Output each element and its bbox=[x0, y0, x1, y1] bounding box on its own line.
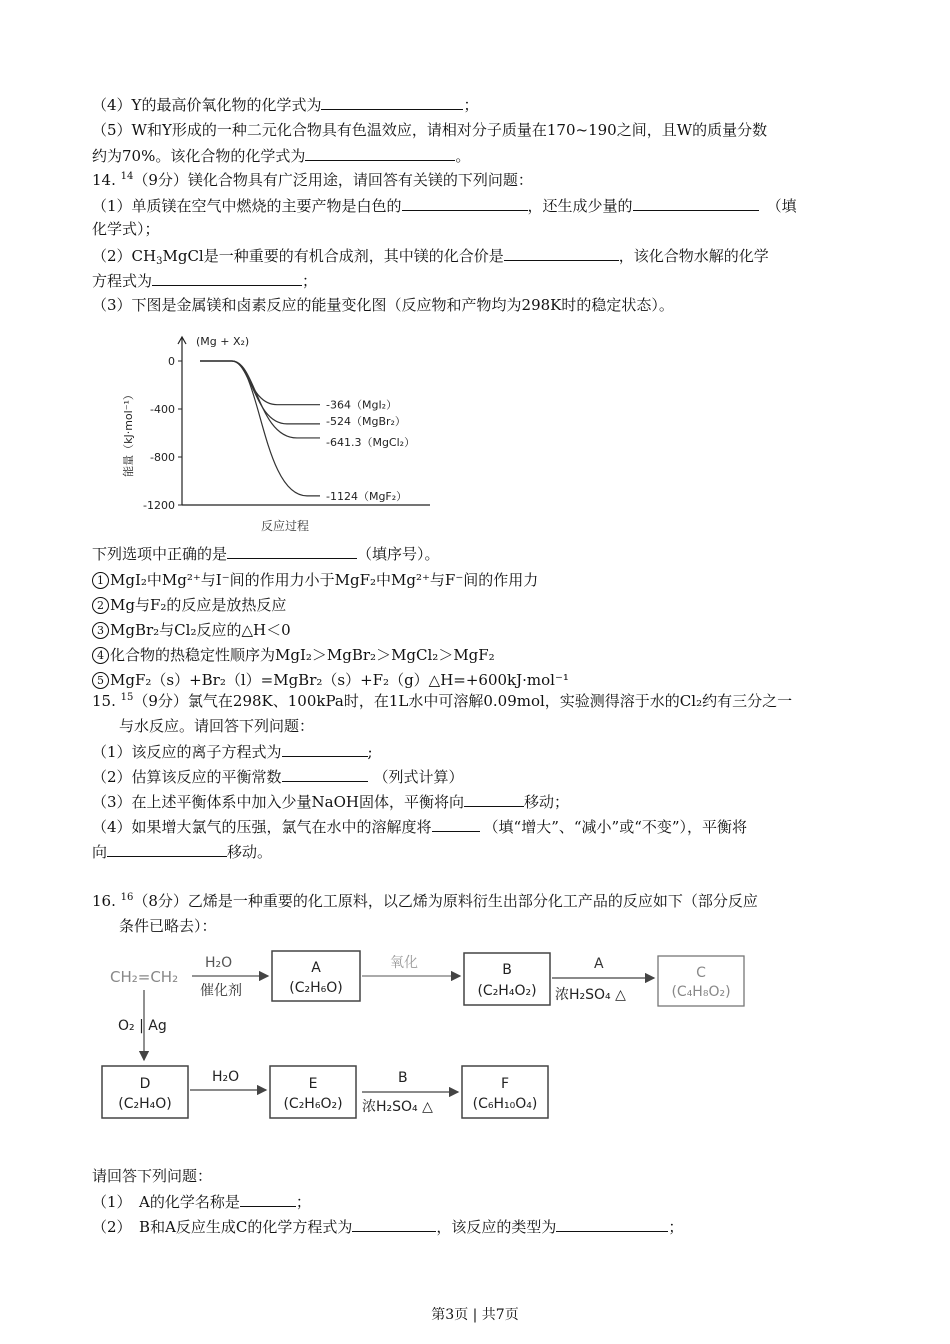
answer-blank[interactable] bbox=[556, 1216, 668, 1232]
question-sup: 15 bbox=[120, 692, 134, 703]
answer-blank[interactable] bbox=[282, 766, 368, 782]
q15-part2-end: （列式计算） bbox=[373, 768, 464, 786]
answer-blank[interactable] bbox=[321, 94, 463, 110]
q16-intro bbox=[92, 891, 758, 911]
q13-part5-text: 约为70%。该化合物的化学式为 bbox=[92, 147, 306, 165]
q15-part4-line2-text: 向 bbox=[92, 843, 108, 861]
option-3 bbox=[92, 620, 291, 640]
q14-part2-text: （2）CH bbox=[92, 247, 157, 265]
q15-part3 bbox=[92, 791, 569, 812]
q16-part1-end: ； bbox=[295, 1193, 311, 1211]
q14-select-text: 下列选项中正确的是 bbox=[92, 545, 228, 563]
energy-curve-1 bbox=[232, 361, 320, 405]
y-axis-label: 能量（kJ·mol⁻¹） bbox=[122, 389, 135, 477]
q15-part2 bbox=[92, 766, 464, 787]
q14-part1-line2: 化学式）； bbox=[92, 220, 160, 238]
x-axis-label: 反应过程 bbox=[260, 519, 310, 533]
answer-blank[interactable] bbox=[432, 816, 480, 832]
q15-part4-line2-end: 移动。 bbox=[227, 843, 273, 861]
chart-ticks bbox=[143, 355, 182, 512]
option-number: 1 bbox=[92, 572, 109, 589]
arrow-1-top: H₂O bbox=[205, 955, 233, 971]
q15-part3-text: （3）在上述平衡体系中加入少量NaOH固体，平衡将向 bbox=[92, 793, 464, 811]
arrow-5-bottom: 浓H₂SO₄ △ bbox=[362, 1099, 433, 1115]
box-e-formula: (C₂H₆O₂) bbox=[283, 1096, 343, 1112]
curve-label-2: -524（MgBr₂） bbox=[326, 414, 406, 428]
q14-select bbox=[92, 543, 440, 564]
box-a-name: A bbox=[311, 960, 321, 976]
subscript: 3 bbox=[156, 256, 163, 267]
q15-part1-text: （1）该反应的离子方程式为 bbox=[92, 743, 282, 761]
arrow-3-bottom: 浓H₂SO₄ △ bbox=[555, 987, 626, 1003]
q14-part2-line2 bbox=[92, 270, 317, 291]
q16-part2-end: ； bbox=[668, 1218, 684, 1236]
option-text: Mg与F₂的反应是放热反应 bbox=[110, 596, 287, 614]
arrow-5-top: B bbox=[398, 1070, 408, 1086]
q14-part1-mid: ，还生成少量的 bbox=[527, 197, 633, 215]
q14-part2-mid: MgCl是一种重要的有机合成剂，其中镁的化合价是 bbox=[162, 247, 504, 265]
q15-intro bbox=[92, 691, 792, 711]
option-number: 5 bbox=[92, 672, 109, 689]
option-text: 化合物的热稳定性顺序为MgI₂＞MgBr₂＞MgCl₂＞MgF₂ bbox=[110, 646, 495, 664]
q14-part2-line2-text: 方程式为 bbox=[92, 272, 153, 290]
q14-part2-end: ，该化合物水解的化学 bbox=[618, 247, 769, 265]
box-d-formula: (C₂H₄O) bbox=[118, 1096, 172, 1112]
q16-part2 bbox=[92, 1216, 683, 1237]
q14-intro-text: （9分）镁化合物具有广泛用途，请回答有关镁的下列问题： bbox=[133, 171, 533, 189]
question-sup: 14 bbox=[120, 171, 134, 182]
q14-select-end: （填序号）。 bbox=[357, 545, 440, 563]
chart-curves bbox=[200, 361, 320, 496]
arrow-3-top: A bbox=[594, 956, 604, 972]
answer-blank[interactable] bbox=[107, 841, 227, 857]
energy-chart bbox=[110, 325, 440, 537]
q15-part4-end: （填“增大”、“减小”或“不变”），平衡将 bbox=[483, 818, 748, 836]
option-number: 3 bbox=[92, 622, 109, 639]
box-e-name: E bbox=[308, 1076, 318, 1092]
option-4 bbox=[92, 645, 495, 665]
q13-part4-end: ； bbox=[463, 96, 479, 114]
answer-blank[interactable] bbox=[402, 195, 528, 211]
curve-label-4: -1124（MgF₂） bbox=[326, 489, 408, 503]
box-a-formula: (C₂H₆O) bbox=[289, 980, 343, 996]
box-f-formula: (C₆H₁₀O₄) bbox=[472, 1096, 538, 1112]
q16-part1-text: （1） A的化学名称是 bbox=[92, 1193, 240, 1211]
q13-part5-line1: （5）W和Y形成的一种二元化合物具有色温效应，请相对分子质量在170~190之间，且W的质量分数 bbox=[92, 121, 768, 139]
q15-part4-text: （4）如果增大氯气的压强，氯气在水中的溶解度将 bbox=[92, 818, 432, 836]
curve-label-1: -364（MgI₂） bbox=[326, 398, 398, 412]
reaction-diagram bbox=[100, 948, 760, 1128]
answer-blank[interactable] bbox=[240, 1191, 296, 1207]
y-tick-label: -400 bbox=[150, 403, 175, 416]
q16-part1 bbox=[92, 1191, 311, 1212]
question-number: 14. bbox=[92, 171, 116, 189]
q14-part1-end: （填 bbox=[766, 197, 797, 215]
q16-ask: 请回答下列问题： bbox=[92, 1167, 213, 1185]
q15-intro-text: （9分）氯气在298K、100kPa时，在1L水中可溶解0.09mol，实验测得溶于水的Cl₂约有三分之一 bbox=[133, 692, 793, 710]
option-number: 2 bbox=[92, 597, 109, 614]
y-tick-label: -1200 bbox=[143, 499, 175, 512]
q15-part2-text: （2）估算该反应的平衡常数 bbox=[92, 768, 282, 786]
q16-part2-text: （2） B和A反应生成C的化学方程式为 bbox=[92, 1218, 353, 1236]
question-number: 16. bbox=[92, 892, 116, 910]
box-c-name: C bbox=[696, 965, 706, 981]
option-text: MgBr₂与Cl₂反应的△H＜0 bbox=[110, 621, 291, 639]
q14-part1 bbox=[92, 195, 797, 216]
q14-part2 bbox=[92, 245, 769, 266]
q13-part5-end: 。 bbox=[455, 147, 471, 165]
ethylene-label: CH₂=CH₂ bbox=[110, 968, 179, 986]
answer-blank[interactable] bbox=[633, 195, 759, 211]
option-text: MgI₂中Mg²⁺与I⁻间的作用力小于MgF₂中Mg²⁺与F⁻间的作用力 bbox=[110, 571, 539, 589]
option-number: 4 bbox=[92, 647, 109, 664]
box-f-name: F bbox=[500, 1076, 510, 1092]
box-d-name: D bbox=[139, 1076, 151, 1092]
q15-intro-line2: 与水反应。请回答下列问题： bbox=[119, 717, 315, 735]
q16-part2-mid: ，该反应的类型为 bbox=[436, 1218, 557, 1236]
answer-blank[interactable] bbox=[305, 145, 455, 161]
box-c-formula: (C₄H₈O₂) bbox=[671, 984, 731, 1000]
answer-blank[interactable] bbox=[282, 741, 368, 757]
y-tick-label: -800 bbox=[150, 451, 175, 464]
start-label: (Mg + X₂) bbox=[196, 335, 250, 348]
q13-part5-line2 bbox=[92, 145, 470, 166]
y-tick-label: 0 bbox=[168, 355, 175, 368]
option-1 bbox=[92, 570, 538, 590]
question-sup: 16 bbox=[120, 892, 134, 903]
arrow-1-bottom: 催化剂 bbox=[200, 983, 242, 999]
q14-part1-text: （1）单质镁在空气中燃烧的主要产物是白色的 bbox=[92, 197, 402, 215]
q13-part4-text: （4）Y的最高价氧化物的化学式为 bbox=[92, 96, 322, 114]
q14-intro bbox=[92, 170, 533, 190]
q15-part3-end: 移动； bbox=[524, 793, 570, 811]
answer-blank[interactable] bbox=[227, 543, 357, 559]
q14-part3: （3）下图是金属镁和卤素反应的能量变化图（反应物和产物均为298K时的稳定状态）。 bbox=[92, 296, 674, 314]
curve-label-3: -641.3（MgCl₂） bbox=[326, 435, 416, 449]
q14-part2-line2-end: ； bbox=[302, 272, 318, 290]
question-number: 15. bbox=[92, 692, 116, 710]
q13-part4 bbox=[92, 94, 478, 115]
arrow-4-top: H₂O bbox=[212, 1069, 240, 1085]
option-text: MgF₂（s）+Br₂（l）=MgBr₂（s）+F₂（g）△H=+600kJ·mol⁻¹ bbox=[110, 671, 569, 689]
q16-intro-line2: 条件已略去）： bbox=[119, 917, 217, 935]
q15-part4-line2 bbox=[92, 841, 272, 862]
option-2 bbox=[92, 595, 286, 615]
q16-intro-text: （8分）乙烯是一种重要的化工原料，以乙烯为原料衍生出部分化工产品的反应如下（部分反应 bbox=[133, 892, 758, 910]
page-footer: 第3页 | 共7页 bbox=[431, 1307, 519, 1323]
q15-part1-end: ; bbox=[367, 743, 373, 761]
answer-blank[interactable] bbox=[352, 1216, 436, 1232]
arrow-2-top: 氧化 bbox=[390, 955, 418, 971]
option-5 bbox=[92, 670, 569, 690]
arrow-down-label: O₂ | Ag bbox=[118, 1018, 167, 1034]
answer-blank[interactable] bbox=[504, 245, 619, 261]
answer-blank[interactable] bbox=[464, 791, 524, 807]
answer-blank[interactable] bbox=[152, 270, 302, 286]
box-b-name: B bbox=[502, 962, 512, 978]
q15-part4 bbox=[92, 816, 747, 837]
box-b-formula: (C₂H₄O₂) bbox=[477, 983, 537, 999]
q15-part1 bbox=[92, 741, 373, 762]
